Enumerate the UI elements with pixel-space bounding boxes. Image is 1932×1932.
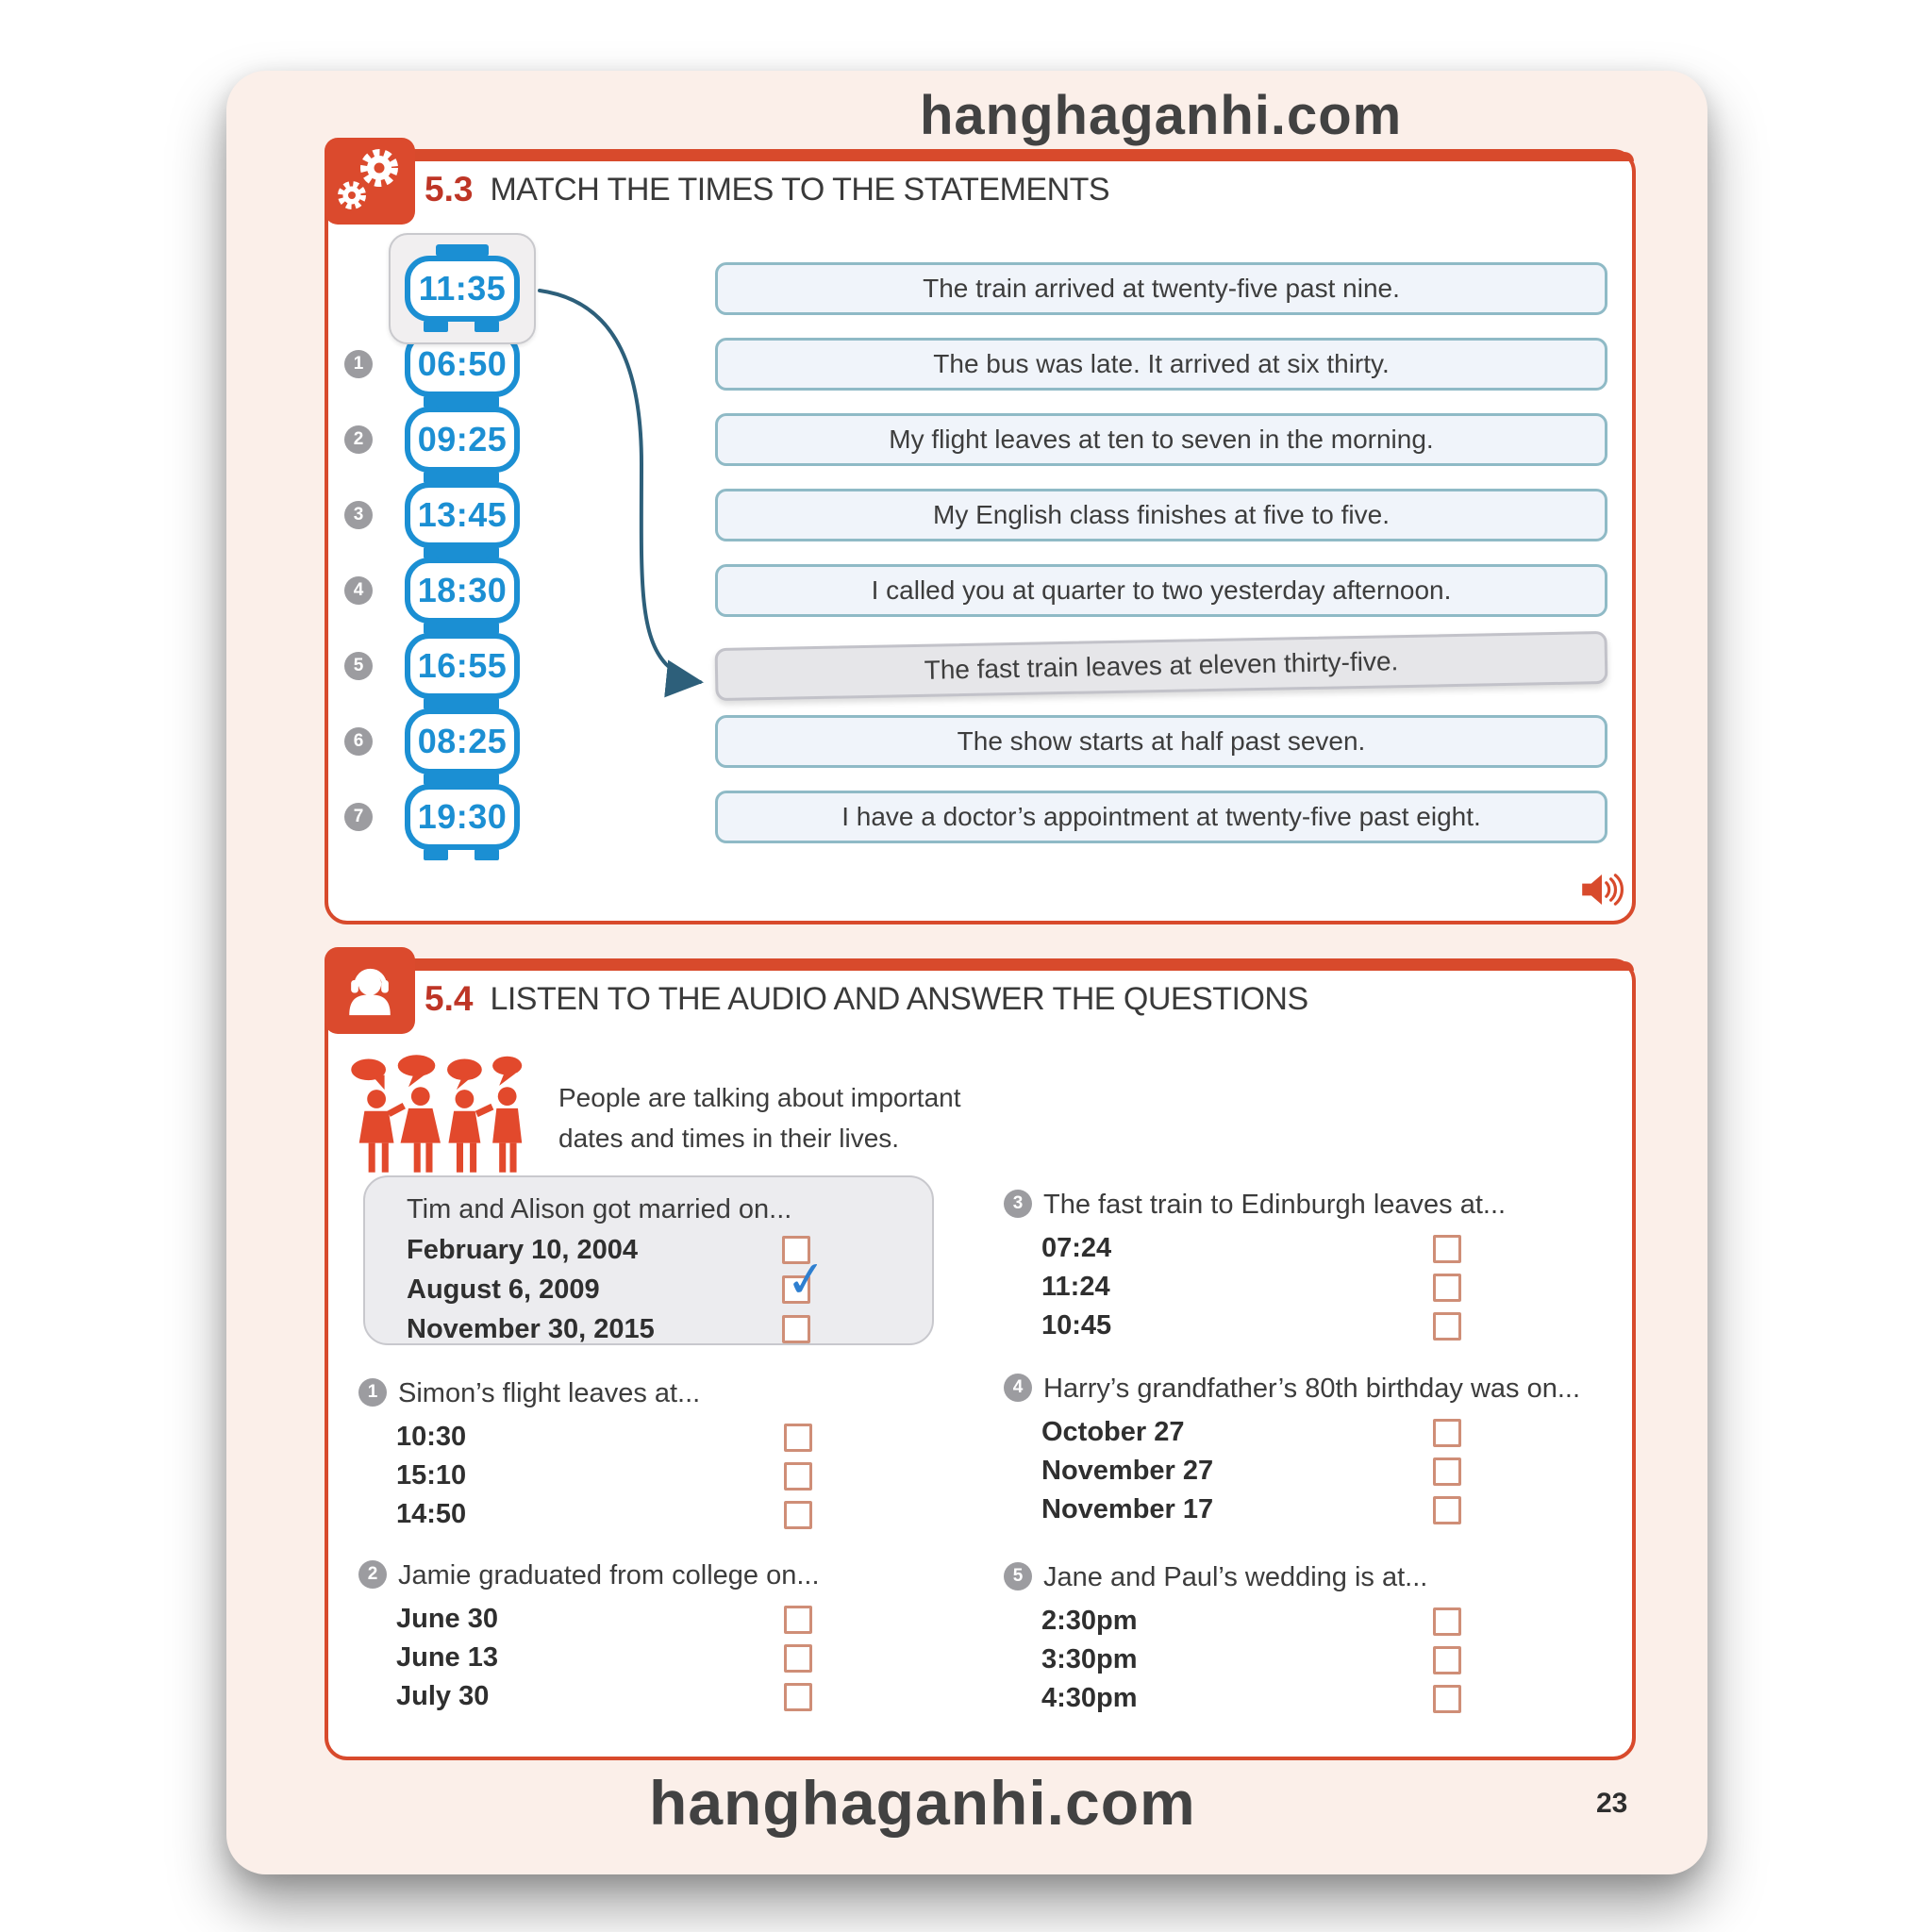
answer-option: [365, 1230, 932, 1270]
clock-slot: [377, 233, 547, 344]
option-label: 3:30pm: [1041, 1644, 1138, 1674]
statement-text: The show starts at half past seven.: [957, 726, 1366, 756]
item-number-badge: 3: [344, 501, 373, 529]
answer-option: [1004, 1602, 1475, 1641]
answer-option: [358, 1495, 830, 1534]
statement-text: The train arrived at twenty-five past nine.: [923, 274, 1400, 303]
answer-option: [1004, 1229, 1475, 1268]
answer-option: [358, 1639, 830, 1677]
statement-box[interactable]: [715, 791, 1607, 843]
watermark-bottom: hanghaganhi.com: [649, 1768, 1196, 1838]
exercise-5-4-section: [325, 958, 1636, 1760]
digital-clock[interactable]: [405, 633, 520, 699]
answer-option: [1004, 1641, 1475, 1679]
statement-box-example-answer[interactable]: [715, 631, 1608, 701]
question-block-1: [358, 1376, 830, 1534]
answer-option: [1004, 1268, 1475, 1307]
answer-option: [1004, 1307, 1475, 1345]
answer-option: [1004, 1491, 1475, 1529]
exercise-title: LISTEN TO THE AUDIO AND ANSWER THE QUESTIONS: [490, 980, 1308, 1017]
exercise-number: 5.3: [425, 170, 474, 208]
statement-box[interactable]: [715, 262, 1607, 315]
gears-icon: [330, 142, 409, 222]
question-prompt: Tim and Alison got married on...: [407, 1193, 792, 1224]
exercise-intro-text: People are talking about important dates and times in their lives.: [558, 1083, 961, 1154]
digital-clock[interactable]: [405, 407, 520, 473]
checkbox-unchecked[interactable]: [784, 1501, 812, 1529]
digital-clock[interactable]: [405, 784, 520, 850]
checkbox-unchecked[interactable]: [784, 1462, 812, 1491]
audio-speaker-icon[interactable]: [1579, 870, 1624, 914]
question-block-5: [1004, 1560, 1475, 1718]
statement-text: My English class finishes at five to five.: [933, 500, 1390, 529]
item-number-badge: 7: [344, 803, 373, 831]
checkbox-unchecked[interactable]: [1433, 1419, 1461, 1447]
exercise-number: 5.4: [425, 979, 474, 1018]
checkbox-unchecked[interactable]: [782, 1315, 810, 1343]
answer-option: [358, 1457, 830, 1495]
statement-text: My flight leaves at ten to seven in the morning.: [889, 425, 1434, 454]
check-icon: ✓: [783, 1250, 830, 1310]
clock-time: 09:25: [417, 420, 508, 458]
section-header: [425, 977, 1308, 1021]
question-block-4: [1004, 1372, 1581, 1529]
question-block-2: [358, 1558, 830, 1716]
option-label: 07:24: [1041, 1233, 1112, 1263]
question-prompt: Jane and Paul’s wedding is at...: [1043, 1562, 1428, 1592]
checkbox-unchecked[interactable]: [1433, 1457, 1461, 1486]
option-label: 4:30pm: [1041, 1683, 1138, 1713]
option-label: 11:24: [1041, 1272, 1110, 1302]
statement-box[interactable]: [715, 715, 1607, 768]
clock-time: 11:35: [418, 269, 507, 308]
match-row: [328, 779, 1632, 855]
checkbox-unchecked[interactable]: [1433, 1274, 1461, 1302]
match-row: [328, 251, 1632, 326]
people-talking-icon: [347, 1055, 541, 1193]
digital-clock[interactable]: [405, 558, 520, 624]
match-row: [328, 553, 1632, 628]
checkbox-unchecked[interactable]: [1433, 1607, 1461, 1636]
clock-time: 06:50: [417, 344, 508, 383]
exercise-title: MATCH THE TIMES TO THE STATEMENTS: [490, 171, 1110, 208]
match-row: [328, 628, 1632, 704]
clock-time: 19:30: [417, 797, 508, 836]
statement-text: The fast train leaves at eleven thirty-five.: [924, 646, 1399, 685]
example-question-box: [363, 1175, 934, 1345]
checkbox-unchecked[interactable]: [784, 1644, 812, 1673]
question-prompt: The fast train to Edinburgh leaves at...: [1043, 1190, 1507, 1220]
answer-option: [1004, 1452, 1475, 1491]
option-label: June 13: [396, 1642, 498, 1673]
answer-option: [358, 1677, 830, 1716]
question-number-badge: 2: [358, 1560, 387, 1589]
option-label: August 6, 2009: [407, 1274, 600, 1305]
answer-option: [365, 1250, 932, 1310]
statement-box[interactable]: [715, 413, 1607, 466]
option-label: November 27: [1041, 1456, 1214, 1486]
statement-box[interactable]: [715, 338, 1607, 391]
question-number-badge: 1: [358, 1378, 387, 1407]
question-number-badge: 5: [1004, 1562, 1032, 1591]
digital-clock[interactable]: [405, 482, 520, 548]
checkbox-unchecked[interactable]: [1433, 1496, 1461, 1524]
workbook-page: [226, 71, 1707, 1874]
item-number-badge: 6: [344, 727, 373, 756]
digital-clock[interactable]: [405, 708, 520, 774]
watermark-top: hanghaganhi.com: [920, 85, 1403, 146]
question-prompt: Simon’s flight leaves at...: [398, 1378, 701, 1408]
question-prompt: Jamie graduated from college on...: [398, 1560, 820, 1591]
option-label: 10:45: [1041, 1310, 1112, 1341]
option-label: June 30: [396, 1604, 498, 1634]
item-number-badge: 1: [344, 350, 373, 378]
digital-clock[interactable]: [405, 256, 520, 322]
option-label: February 10, 2004: [407, 1234, 639, 1265]
option-label: July 30: [396, 1681, 490, 1711]
question-number-badge: 3: [1004, 1190, 1032, 1218]
matching-area: [328, 251, 1632, 855]
headphones-person-icon: [339, 958, 401, 1024]
match-row: [328, 402, 1632, 477]
option-label: November 30, 2015: [407, 1313, 655, 1344]
item-number-badge: 2: [344, 425, 373, 454]
clock-time: 18:30: [417, 571, 508, 609]
page-number: 23: [1596, 1788, 1628, 1819]
answer-option: [358, 1418, 830, 1457]
question-number-badge: 4: [1004, 1374, 1032, 1402]
clock-time: 13:45: [417, 495, 508, 534]
section-header: [425, 168, 1109, 211]
option-label: October 27: [1041, 1417, 1185, 1447]
match-row: [328, 477, 1632, 553]
answer-option: [1004, 1679, 1475, 1718]
checkbox-unchecked[interactable]: [784, 1424, 812, 1452]
checkbox-checked[interactable]: [782, 1250, 830, 1310]
exercise-type-icon-box: [325, 947, 415, 1034]
checkbox-unchecked[interactable]: [1433, 1235, 1461, 1263]
option-label: 2:30pm: [1041, 1606, 1138, 1636]
option-label: November 17: [1041, 1494, 1214, 1524]
option-label: 15:10: [396, 1460, 467, 1491]
match-row: [328, 704, 1632, 779]
statement-text: The bus was late. It arrived at six thirty.: [933, 349, 1390, 378]
checkbox-unchecked[interactable]: [1433, 1685, 1461, 1713]
checkbox-unchecked[interactable]: [1433, 1646, 1461, 1674]
question-prompt: Harry’s grandfather’s 80th birthday was on...: [1043, 1374, 1581, 1404]
checkbox-unchecked[interactable]: [784, 1683, 812, 1711]
answer-option: [365, 1309, 932, 1349]
item-number-badge: 4: [344, 576, 373, 605]
statement-box[interactable]: [715, 564, 1607, 617]
example-highlight: [389, 233, 536, 344]
statement-text: I have a doctor’s appointment at twenty-five past eight.: [841, 802, 1481, 831]
answer-option: [358, 1600, 830, 1639]
exercise-type-icon-box: [325, 138, 415, 225]
item-number-badge: 5: [344, 652, 373, 680]
option-label: 14:50: [396, 1499, 467, 1529]
option-label: 10:30: [396, 1422, 467, 1452]
clock-time: 16:55: [417, 646, 508, 685]
statement-text: I called you at quarter to two yesterday afternoon.: [871, 575, 1452, 605]
clock-time: 08:25: [417, 722, 508, 760]
checkbox-unchecked[interactable]: [1433, 1312, 1461, 1341]
answer-option: [1004, 1413, 1475, 1452]
exercise-5-3-section: [325, 149, 1636, 924]
statement-box[interactable]: [715, 489, 1607, 541]
question-block-3: [1004, 1188, 1507, 1345]
checkbox-unchecked[interactable]: [784, 1606, 812, 1634]
